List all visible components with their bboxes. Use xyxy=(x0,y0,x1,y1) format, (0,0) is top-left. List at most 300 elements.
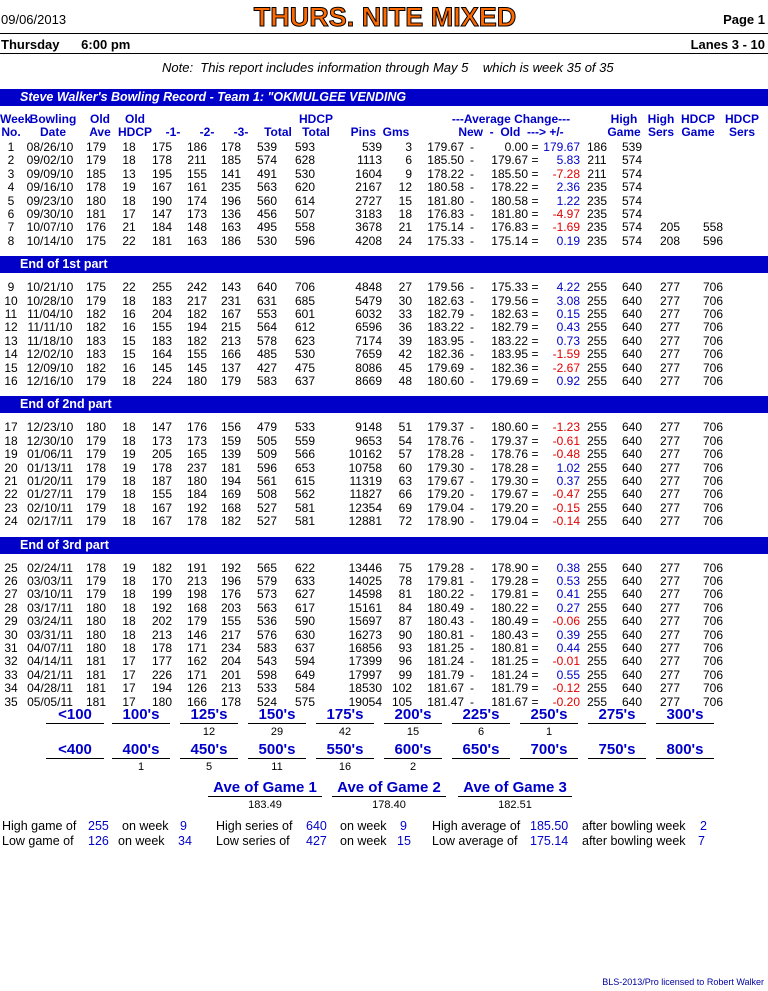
col-high-sers: High Sers xyxy=(647,112,675,139)
table-cell: 09/16/10 xyxy=(26,181,74,195)
table-cell: 03/10/11 xyxy=(27,588,73,602)
table-cell: 162 xyxy=(186,655,208,669)
table-cell: 178 xyxy=(151,154,173,168)
low-average-week: 7 xyxy=(698,834,705,848)
table-cell: 277 xyxy=(659,321,681,335)
table-cell: 578 xyxy=(256,334,278,348)
table-cell: 09/30/10 xyxy=(26,208,74,222)
table-cell: 179.67 xyxy=(543,141,580,154)
table-cell: 15161 xyxy=(348,601,382,615)
table-cell: 9 xyxy=(7,281,15,295)
table-cell: 706 xyxy=(702,334,724,348)
table-cell: 706 xyxy=(702,461,724,475)
table-cell: 178.28 xyxy=(491,461,528,475)
table-cell: 527 xyxy=(256,501,278,515)
table-cell: 12354 xyxy=(348,501,382,515)
table-cell: 640 xyxy=(621,294,643,308)
table-cell: 145 xyxy=(186,361,208,375)
table-row xyxy=(0,575,736,588)
table-cell: - xyxy=(470,695,474,709)
low-average-week-label: after bowling week xyxy=(582,834,686,848)
table-cell: 10758 xyxy=(348,461,382,475)
table-cell: 179 xyxy=(85,154,107,168)
table-cell: 4208 xyxy=(355,234,382,248)
table-cell: 553 xyxy=(256,308,278,321)
table-cell: - xyxy=(470,515,474,529)
table-cell: 427 xyxy=(256,361,278,375)
table-cell: 706 xyxy=(702,294,724,308)
table-cell: 08/26/10 xyxy=(26,141,74,154)
subheader-divider xyxy=(0,53,768,54)
table-cell: 213 xyxy=(220,334,242,348)
col-hdcp-game: HDCP Game xyxy=(680,112,715,139)
table-cell: 180.43 xyxy=(491,628,528,642)
table-cell: 255 xyxy=(586,615,608,629)
table-cell: 181.80 xyxy=(491,208,528,222)
table-cell: 533 xyxy=(294,421,316,435)
table-cell: 0.00 xyxy=(504,141,528,154)
league-title: THURS. NITE MIXED xyxy=(253,2,517,32)
table-cell: 34 xyxy=(4,682,18,696)
table-cell: 181.67 xyxy=(427,682,464,696)
table-cell: 224 xyxy=(151,375,173,389)
table-cell: 183.95 xyxy=(427,334,464,348)
table-cell: 143 xyxy=(220,281,242,295)
table-cell: 181 xyxy=(85,682,107,696)
table-cell: 69 xyxy=(398,501,412,515)
table-cell: = xyxy=(531,461,539,475)
table-row xyxy=(0,515,736,528)
table-cell: 199 xyxy=(151,588,173,602)
distribution-bucket: <100 xyxy=(46,706,104,724)
table-cell: 6 xyxy=(405,154,412,168)
table-cell: 0.43 xyxy=(556,321,580,335)
low-game-week-label: on week xyxy=(118,834,165,848)
table-cell: 194 xyxy=(151,682,173,696)
table-cell: 277 xyxy=(659,615,681,629)
table-cell: = xyxy=(531,515,539,529)
table-cell: -1.69 xyxy=(552,221,580,235)
table-cell: 183 xyxy=(85,348,107,362)
table-cell: 57 xyxy=(398,448,412,462)
table-cell: 179 xyxy=(186,615,208,629)
table-cell: 63 xyxy=(398,475,412,489)
table-cell: 178 xyxy=(85,181,107,195)
table-cell: 04/07/11 xyxy=(27,642,73,656)
table-cell: = xyxy=(531,434,539,448)
table-cell: 574 xyxy=(621,154,643,168)
table-cell: 02/24/11 xyxy=(27,561,73,575)
table-cell: 14 xyxy=(4,348,18,362)
table-cell: 33 xyxy=(4,668,18,682)
table-cell xyxy=(650,168,690,181)
table-cell: 167 xyxy=(151,501,173,515)
table-cell: = xyxy=(531,308,539,321)
table-row xyxy=(0,195,736,208)
table-cell: -1.59 xyxy=(552,348,580,362)
table-cell: 02/10/11 xyxy=(27,501,73,515)
table-cell: 19 xyxy=(122,461,136,475)
table-cell: 255 xyxy=(586,308,608,321)
low-series-week: 15 xyxy=(397,834,411,848)
table-cell: 51 xyxy=(398,421,412,435)
table-cell: 186 xyxy=(586,141,608,154)
distribution-bucket: 300's xyxy=(656,706,714,724)
table-cell: 15 xyxy=(122,334,136,348)
table-cell: 0.19 xyxy=(556,234,580,248)
table-cell: 182 xyxy=(186,308,208,321)
distribution-count: 5 xyxy=(205,761,213,773)
table-row xyxy=(0,154,736,167)
table-cell: - xyxy=(470,141,474,154)
table-cell: 148 xyxy=(186,221,208,235)
table-cell: 558 xyxy=(294,221,316,235)
table-cell: 12 xyxy=(4,321,18,335)
table-cell: 180 xyxy=(85,421,107,435)
table-cell: 178 xyxy=(220,695,242,709)
section-table xyxy=(0,281,736,388)
table-cell: 3 xyxy=(405,141,412,154)
table-cell: 48 xyxy=(398,375,412,389)
table-cell: 176.83 xyxy=(427,208,464,222)
table-cell: 30 xyxy=(398,294,412,308)
distribution-bucket: 750's xyxy=(588,741,646,759)
table-cell: 183.95 xyxy=(491,348,528,362)
table-cell: 11827 xyxy=(349,488,382,502)
table-cell: 196 xyxy=(220,194,242,208)
table-cell: - xyxy=(470,615,474,629)
game-average-value: 182.51 xyxy=(498,799,532,811)
table-cell: 231 xyxy=(220,294,242,308)
table-cell: - xyxy=(470,208,474,222)
table-cell: 574 xyxy=(621,167,643,181)
table-cell: 180 xyxy=(85,628,107,642)
table-cell: -4.97 xyxy=(552,208,580,222)
section-header: End of 1st part xyxy=(0,256,768,273)
table-cell: 182.79 xyxy=(491,321,528,335)
table-cell: 575 xyxy=(294,695,316,709)
table-cell: 640 xyxy=(621,601,643,615)
table-cell: 54 xyxy=(398,434,412,448)
table-cell: 255 xyxy=(586,334,608,348)
table-cell: - xyxy=(470,475,474,489)
distribution-bucket: 650's xyxy=(452,741,510,759)
table-cell: 170 xyxy=(151,575,173,588)
table-row xyxy=(0,321,736,334)
high-game-label: High game of xyxy=(2,819,77,833)
table-cell: 22 xyxy=(4,488,18,502)
table-cell: -0.47 xyxy=(552,488,580,502)
table-cell: 179.56 xyxy=(427,281,464,295)
table-cell: 12/16/10 xyxy=(26,375,74,389)
table-cell: 180 xyxy=(186,375,208,389)
table-cell: 706 xyxy=(702,321,724,335)
table-cell: 179 xyxy=(85,141,107,154)
table-cell: 17399 xyxy=(348,655,382,669)
table-cell: 530 xyxy=(294,167,316,181)
table-cell: 126 xyxy=(186,682,208,696)
table-cell: 564 xyxy=(256,321,278,335)
table-cell: = xyxy=(531,194,539,208)
table-cell: 21 xyxy=(4,475,18,489)
distribution-bucket: 500's xyxy=(248,741,306,759)
table-cell: 706 xyxy=(702,501,724,515)
table-cell: - xyxy=(470,575,474,588)
table-cell: 167 xyxy=(151,181,173,195)
table-cell: 181 xyxy=(151,234,173,248)
table-cell: 16 xyxy=(122,361,136,375)
table-cell: 11 xyxy=(4,308,18,321)
table-cell: 182 xyxy=(85,361,107,375)
table-cell: 203 xyxy=(220,601,242,615)
table-cell: 178 xyxy=(85,561,107,575)
table-cell: 182.36 xyxy=(427,348,464,362)
table-cell: 1113 xyxy=(357,154,382,168)
table-cell: 178.90 xyxy=(491,561,528,575)
table-cell: 181 xyxy=(220,461,242,475)
low-game-label: Low game of xyxy=(2,834,74,848)
table-cell: -0.15 xyxy=(552,501,580,515)
table-cell: - xyxy=(470,488,474,502)
table-cell: 617 xyxy=(294,601,316,615)
table-cell: 16856 xyxy=(348,642,382,656)
table-cell: 3 xyxy=(7,167,15,181)
table-cell: = xyxy=(531,294,539,308)
table-cell: 180.60 xyxy=(427,375,464,389)
table-cell: 213 xyxy=(151,628,173,642)
table-cell: 8669 xyxy=(355,375,382,389)
table-cell: 623 xyxy=(294,334,316,348)
table-cell: 706 xyxy=(702,628,724,642)
table-cell: 18 xyxy=(122,421,136,435)
table-cell: 147 xyxy=(151,208,173,222)
table-cell: 637 xyxy=(294,375,316,389)
table-cell: 277 xyxy=(659,561,681,575)
table-cell: 16 xyxy=(122,321,136,335)
table-cell: 615 xyxy=(294,475,316,489)
distribution-bucket: 275's xyxy=(588,706,646,724)
table-cell: 640 xyxy=(621,334,643,348)
table-cell: 19 xyxy=(4,448,18,462)
table-cell: - xyxy=(470,682,474,696)
table-cell: 211 xyxy=(187,154,207,168)
table-cell: 194 xyxy=(186,321,208,335)
table-cell: 180.60 xyxy=(491,421,528,435)
table-cell: 640 xyxy=(621,361,643,375)
table-cell: 561 xyxy=(256,475,278,489)
table-cell: - xyxy=(470,668,474,682)
table-cell: 213 xyxy=(186,575,208,588)
record-title-bar: Steve Walker's Bowling Record - Team 1: "OKMULGEE VENDING xyxy=(0,89,768,106)
table-cell xyxy=(650,141,690,154)
table-cell: 640 xyxy=(621,642,643,656)
table-cell: 183 xyxy=(151,334,173,348)
distribution-bucket: 450's xyxy=(180,741,238,759)
table-row xyxy=(0,602,736,615)
table-cell: 186 xyxy=(220,234,242,248)
table-cell: 640 xyxy=(621,501,643,515)
table-row xyxy=(0,348,736,361)
distribution-count: 16 xyxy=(338,761,352,773)
table-cell: 9653 xyxy=(355,434,382,448)
table-cell: 12/30/10 xyxy=(26,434,74,448)
low-game-week: 34 xyxy=(178,834,192,848)
high-game-week: 9 xyxy=(180,819,187,833)
table-cell: -0.01 xyxy=(552,655,580,669)
table-cell: 530 xyxy=(256,234,278,248)
table-cell: 620 xyxy=(294,181,316,195)
table-cell: 255 xyxy=(586,375,608,389)
table-cell: 277 xyxy=(659,334,681,348)
table-cell: 9148 xyxy=(355,421,382,435)
table-cell: 495 xyxy=(256,221,278,235)
table-cell: 277 xyxy=(659,348,681,362)
table-cell xyxy=(690,181,736,194)
col-hdcp-total: HDCP Total xyxy=(298,112,333,139)
table-cell: 24 xyxy=(4,515,18,529)
table-cell xyxy=(690,141,736,154)
table-cell: 17 xyxy=(122,668,136,682)
table-cell: 277 xyxy=(659,515,681,529)
table-cell: 255 xyxy=(586,655,608,669)
table-cell: 181.67 xyxy=(491,695,528,709)
table-cell: 179 xyxy=(85,434,107,448)
table-cell: = xyxy=(531,642,539,656)
distribution-count: 29 xyxy=(270,726,284,738)
col-old-hdcp: Old HDCP xyxy=(118,112,153,139)
table-cell: 581 xyxy=(294,515,316,529)
table-cell: 179.30 xyxy=(491,475,528,489)
distribution-count: 6 xyxy=(477,726,485,738)
table-cell xyxy=(690,168,736,181)
section-table xyxy=(0,141,736,248)
table-row xyxy=(0,642,736,655)
table-cell: 185.50 xyxy=(427,154,464,168)
col-week-no: Week No. xyxy=(0,112,32,139)
table-cell: 176.83 xyxy=(491,221,528,235)
table-cell xyxy=(690,154,736,167)
table-row xyxy=(0,141,736,154)
table-cell: 01/20/11 xyxy=(27,475,73,489)
table-cell: 180.58 xyxy=(427,181,464,195)
table-cell: 16 xyxy=(122,308,136,321)
table-cell: 2.36 xyxy=(556,181,580,195)
table-cell: 21 xyxy=(398,221,412,235)
table-cell: 5.83 xyxy=(556,154,580,168)
table-cell: 21 xyxy=(122,221,136,235)
table-row xyxy=(0,281,736,294)
col-bowling-date: Bowling Date xyxy=(29,112,77,139)
table-cell: 18 xyxy=(122,154,136,168)
table-cell: 15 xyxy=(122,348,136,362)
table-cell: 640 xyxy=(621,421,643,435)
table-cell: = xyxy=(531,561,539,575)
table-cell: 01/27/11 xyxy=(27,488,73,502)
table-cell: 527 xyxy=(256,515,278,529)
table-cell: 10/14/10 xyxy=(26,234,74,248)
table-cell: 27 xyxy=(4,588,18,602)
table-cell: = xyxy=(531,234,539,248)
table-cell: 2167 xyxy=(355,181,382,195)
table-cell: 181 xyxy=(85,655,107,669)
table-row xyxy=(0,335,736,348)
table-cell: 255 xyxy=(586,421,608,435)
report-note: Note: This report includes information through May 5 which is week 35 of 35 xyxy=(162,60,614,75)
table-cell: 479 xyxy=(256,421,278,435)
table-cell: 18 xyxy=(122,434,136,448)
table-cell: 1.22 xyxy=(556,194,580,208)
table-cell: 614 xyxy=(294,194,316,208)
table-cell: 105 xyxy=(391,695,412,709)
table-cell: 13 xyxy=(122,167,136,181)
table-cell: 576 xyxy=(256,628,278,642)
table-cell: 178.22 xyxy=(491,181,528,195)
table-cell: 507 xyxy=(294,208,316,222)
table-cell: = xyxy=(531,208,539,222)
low-game-value: 126 xyxy=(88,834,109,848)
table-cell: 633 xyxy=(294,575,316,588)
table-cell: 179 xyxy=(220,375,242,389)
distribution-count: 2 xyxy=(409,761,417,773)
high-series-label: High series of xyxy=(216,819,293,833)
table-cell: 175.14 xyxy=(427,221,464,235)
table-row xyxy=(0,588,736,601)
table-cell: 01/06/11 xyxy=(27,448,73,462)
table-cell: 18 xyxy=(122,615,136,629)
table-cell: 181.80 xyxy=(427,194,464,208)
table-cell: = xyxy=(531,181,539,195)
table-cell: 226 xyxy=(151,668,173,682)
table-cell: = xyxy=(531,475,539,489)
col-game2: -2- xyxy=(199,125,215,139)
table-cell: 182 xyxy=(220,515,242,529)
table-cell: - xyxy=(470,561,474,575)
table-cell: 255 xyxy=(586,461,608,475)
table-cell: 155 xyxy=(151,488,173,502)
table-cell: 640 xyxy=(621,695,643,709)
high-series-value: 640 xyxy=(306,819,327,833)
section-header: End of 2nd part xyxy=(0,396,768,413)
table-cell: 16 xyxy=(4,375,18,389)
low-series-label: Low series of xyxy=(216,834,290,848)
high-average-week: 2 xyxy=(700,819,707,833)
table-cell: 706 xyxy=(702,668,724,682)
table-cell: 640 xyxy=(621,682,643,696)
table-cell: 18 xyxy=(122,515,136,529)
table-cell: 176 xyxy=(186,421,208,435)
table-cell: 583 xyxy=(256,642,278,656)
table-cell: 612 xyxy=(294,321,316,335)
table-cell: 179 xyxy=(85,475,107,489)
table-cell: 277 xyxy=(659,294,681,308)
table-cell: 235 xyxy=(586,221,608,235)
table-cell: - xyxy=(470,234,474,248)
table-cell: 594 xyxy=(294,655,316,669)
table-cell: 165 xyxy=(186,448,208,462)
table-cell: 181 xyxy=(85,668,107,682)
table-cell: 179.69 xyxy=(427,361,464,375)
table-cell: 04/28/11 xyxy=(27,682,73,696)
table-cell: 181.24 xyxy=(491,668,528,682)
table-cell: - xyxy=(470,448,474,462)
table-cell: 15 xyxy=(4,361,18,375)
table-cell: 03/31/11 xyxy=(27,628,73,642)
table-cell: 39 xyxy=(398,334,412,348)
table-cell: 179.04 xyxy=(427,501,464,515)
table-cell: 255 xyxy=(586,281,608,295)
table-cell: = xyxy=(531,154,539,168)
table-row xyxy=(0,669,736,682)
